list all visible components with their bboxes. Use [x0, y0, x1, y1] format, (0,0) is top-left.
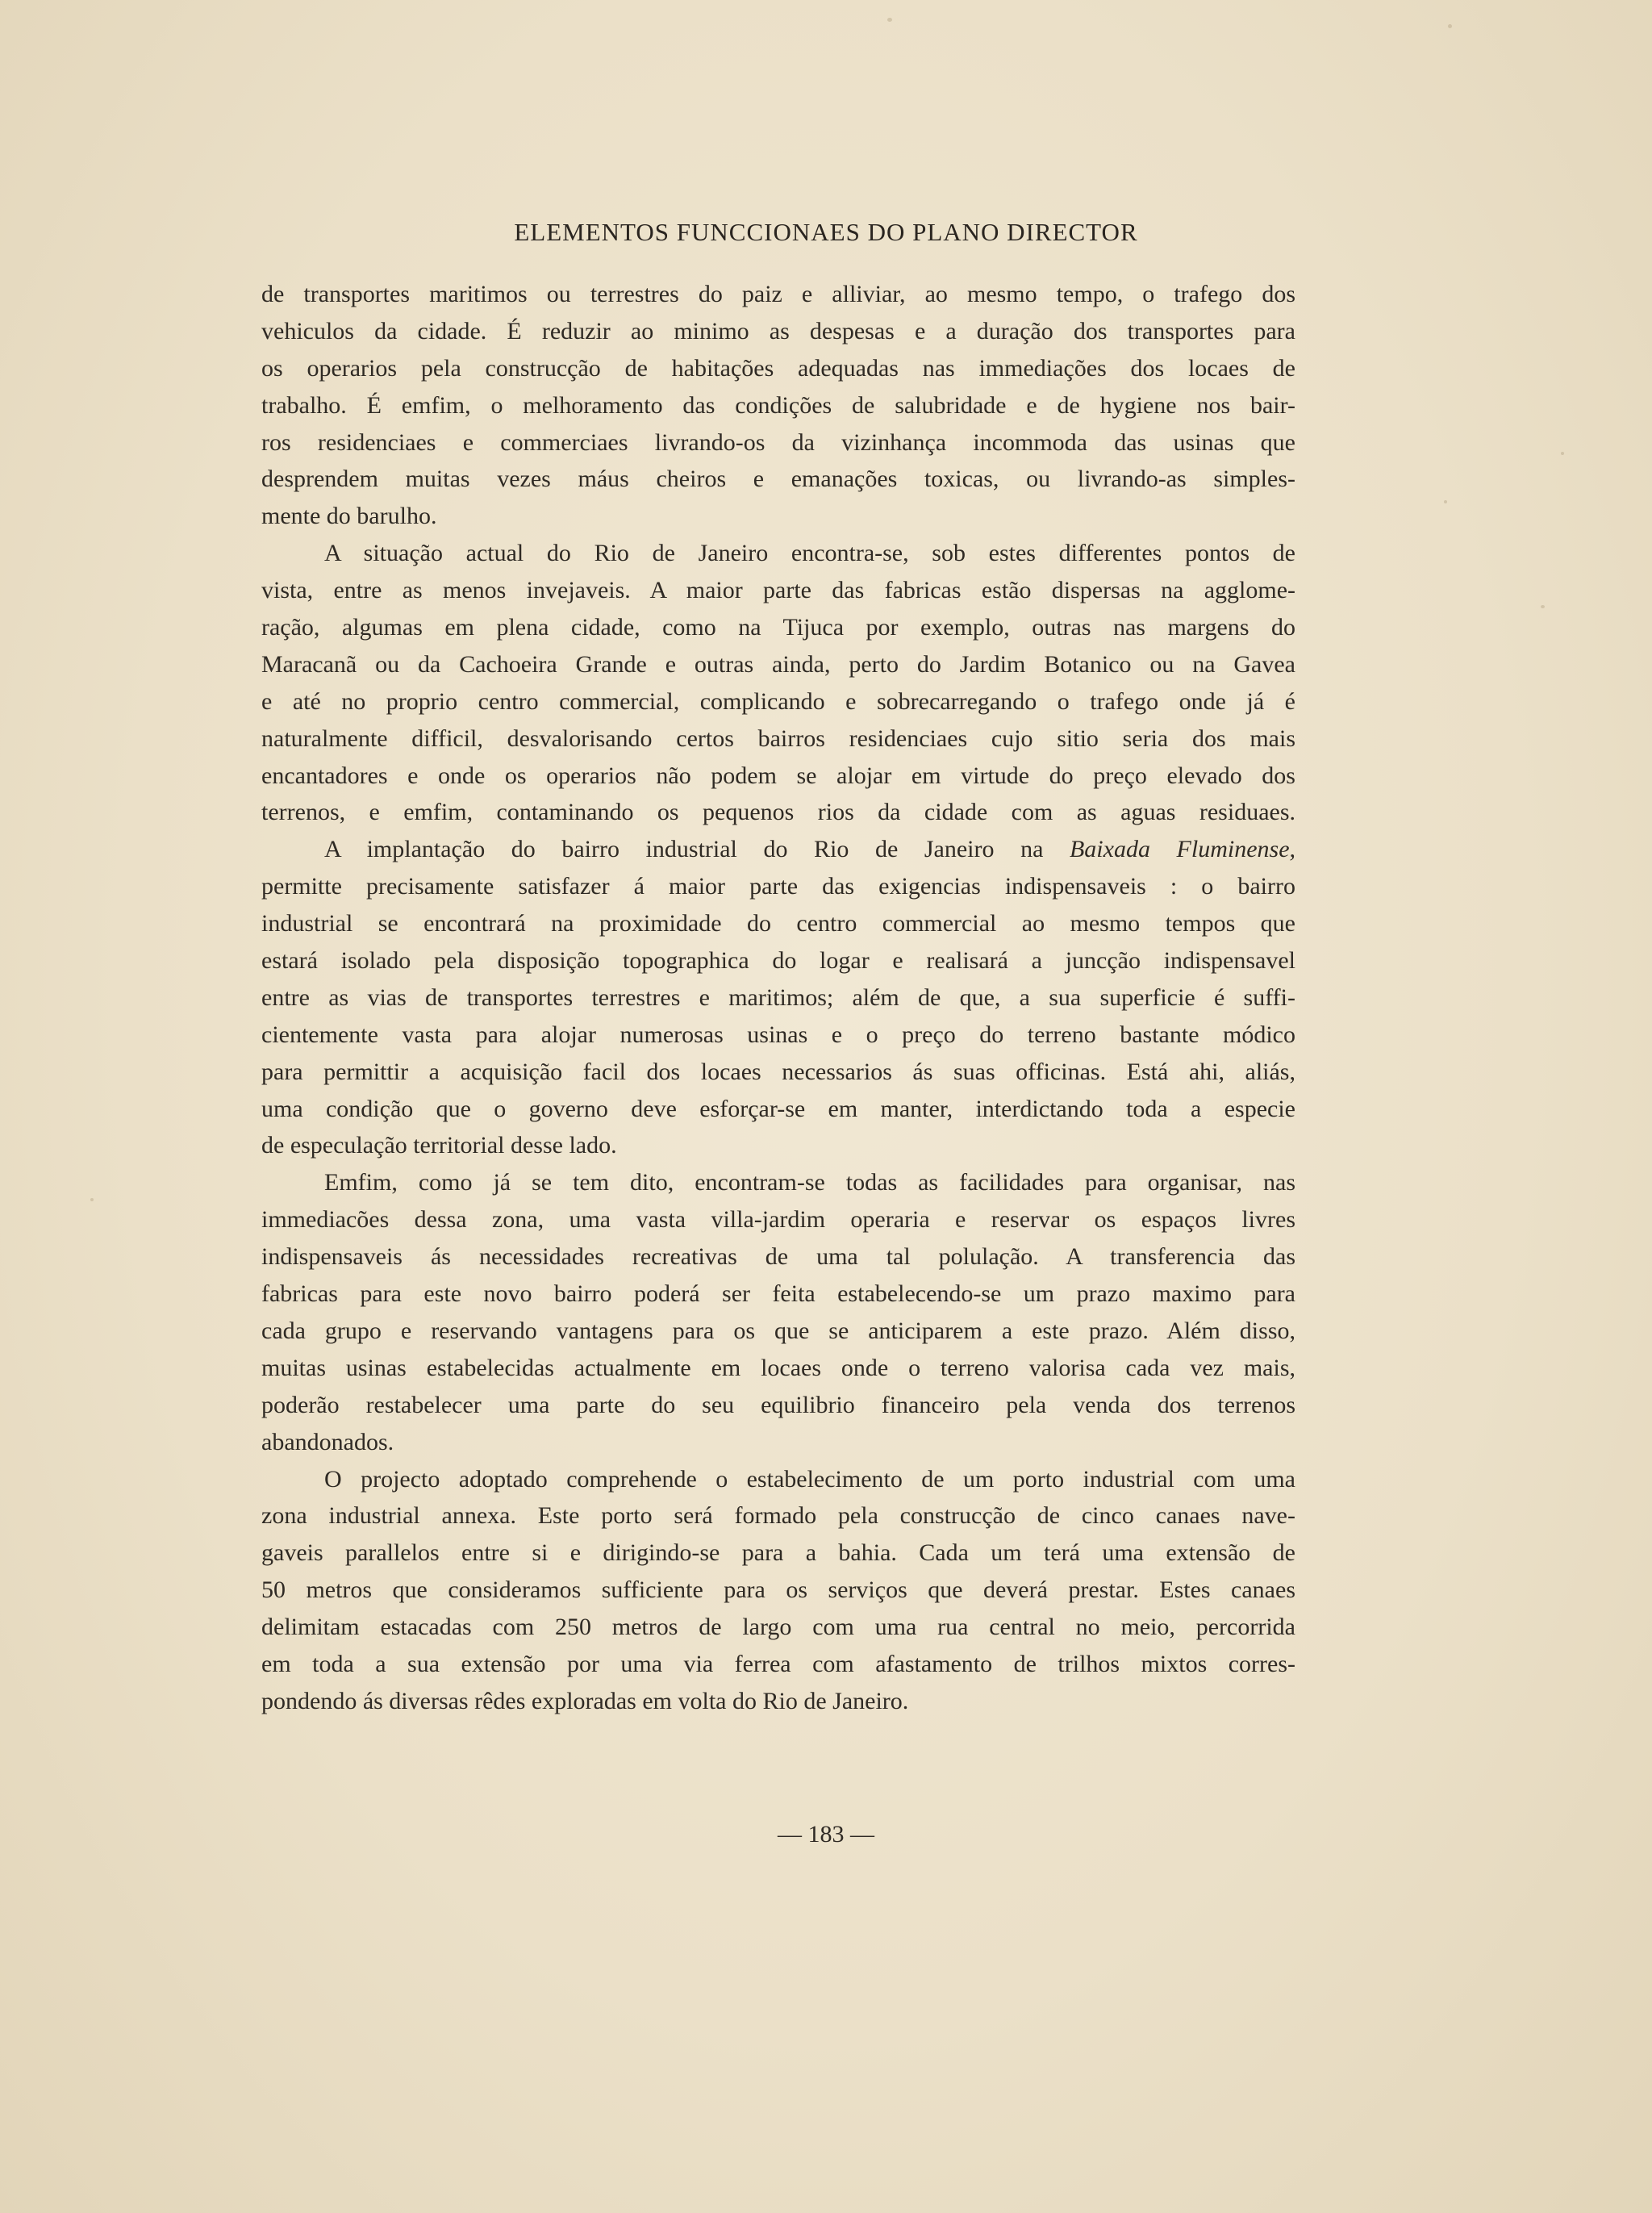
paper-speck	[1448, 24, 1452, 28]
text-line: 50 metros que consideramos sufficiente para os serviços que deverá prestar. Estes canaes	[261, 1576, 1295, 1604]
page-number: — 183 —	[778, 1821, 874, 1848]
text-line: desprendem muitas vezes máus cheiros e emanações toxicas, ou livrando-as simples-	[261, 466, 1295, 493]
text-line: Emfim, como já se tem dito, encontram-se todas as facilidades para organisar, nas	[324, 1169, 1295, 1196]
text-line: permitte precisamente satisfazer á maior parte das exigencias indispensaveis : o bairro	[261, 873, 1295, 900]
paper-speck	[90, 1198, 94, 1201]
paper-speck	[887, 18, 892, 22]
text-line: poderão restabelecer uma parte do seu equilibrio financeiro pela venda dos terrenos	[261, 1391, 1295, 1418]
text-line: estará isolado pela disposição topographica do logar e realisará a juncção indispensavel	[261, 947, 1295, 975]
text-line: zona industrial annexa. Este porto será formado pela construcção de cinco canaes nave-	[261, 1502, 1295, 1530]
text-line: os operarios pela construcção de habitações adequadas nas immediações dos locaes de	[261, 354, 1295, 382]
text-line: vehiculos da cidade. É reduzir ao minimo as despesas e a duração dos transportes para	[261, 317, 1295, 344]
text-line: delimitam estacadas com 250 metros de largo com uma rua central no meio, percorrida	[261, 1614, 1295, 1641]
paper-speck	[1444, 500, 1447, 503]
text-segment: A implantação do bairro industrial do Rio de Janeiro na	[324, 836, 1044, 863]
text-line: trabalho. É emfim, o melhoramento das condições de salubridade e de hygiene nos bair-	[261, 391, 1295, 419]
text-line: A situação actual do Rio de Janeiro encontra-se, sob estes differentes pontos de	[324, 540, 1295, 567]
text-line: O projecto adoptado comprehende o estabelecimento de um porto industrial com uma	[324, 1465, 1295, 1493]
paper-speck	[1561, 452, 1564, 455]
body-text	[261, 276, 1295, 1720]
text-line: mente do barulho.	[261, 503, 437, 530]
text-line: Maracanã ou da Cachoeira Grande e outras ainda, perto do Jardim Botanico ou na Gavea	[261, 650, 1295, 678]
text-line: ros residenciaes e commerciaes livrando-os da vizinhança incommoda das usinas que	[261, 428, 1295, 456]
text-line: indispensaveis ás necessidades recreativas de uma tal polulação. A transferencia das	[261, 1243, 1295, 1271]
text-line: entre as vias de transportes terrestres e maritimos; além de que, a sua superficie é suffi-	[261, 983, 1295, 1011]
place-name-italic: Baixada Fluminense,	[1069, 836, 1296, 863]
text-line: encantadores e onde os operarios não podem se alojar em virtude do preço elevado dos	[261, 762, 1295, 789]
text-line: industrial se encontrará na proximidade do centro commercial ao mesmo tempos que	[261, 910, 1295, 937]
running-title: ELEMENTOS FUNCCIONAES DO PLANO DIRECTOR	[514, 218, 1138, 246]
text-line: e até no proprio centro commercial, complicando e sobrecarregando o trafego onde já é	[261, 687, 1295, 715]
text-line: cada grupo e reservando vantagens para os que se anticiparem a este prazo. Além disso,	[261, 1317, 1295, 1344]
text-line	[261, 831, 1295, 868]
text-line: terrenos, e emfim, contaminando os pequenos rios da cidade com as aguas residuaes.	[261, 799, 1295, 826]
text-line: abandonados.	[261, 1428, 394, 1455]
text-line: de transportes maritimos ou terrestres do paiz e alliviar, ao mesmo tempo, o trafego dos	[261, 281, 1295, 307]
text-line: ração, algumas em plena cidade, como na Tijuca por exemplo, outras nas margens do	[261, 614, 1295, 641]
text-line: immediacões dessa zona, uma vasta villa-jardim operaria e reservar os espaços livres	[261, 1206, 1295, 1234]
text-line: gaveis parallelos entre si e dirigindo-se para a bahia. Cada um terá uma extensão de	[261, 1539, 1295, 1567]
text-line: em toda a sua extensão por uma via ferrea com afastamento de trilhos mixtos corres-	[261, 1650, 1295, 1677]
text-line: para permittir a acquisição facil dos locaes necessarios ás suas officinas. Está ahi, aliás,	[261, 1058, 1295, 1085]
text-line: naturalmente difficil, desvalorisando certos bairros residenciaes cujo sitio seria dos mais	[261, 724, 1295, 752]
text-line: pondendo ás diversas rêdes exploradas em volta do Rio de Janeiro.	[261, 1687, 909, 1714]
text-line: de especulação territorial desse lado.	[261, 1132, 617, 1159]
text-line: cientemente vasta para alojar numerosas usinas e o preço do terreno bastante módico	[261, 1021, 1295, 1048]
text-line: fabricas para este novo bairro poderá ser feita estabelecendo-se um prazo maximo para	[261, 1280, 1295, 1308]
text-line: vista, entre as menos invejaveis. A maior parte das fabricas estão dispersas na agglome-	[261, 577, 1295, 604]
paper-speck	[1541, 605, 1545, 608]
text-line: muitas usinas estabelecidas actualmente em locaes onde o terreno valorisa cada vez mais,	[261, 1354, 1295, 1381]
text-line: uma condição que o governo deve esforçar-se em manter, interdictando toda a especie	[261, 1095, 1295, 1122]
